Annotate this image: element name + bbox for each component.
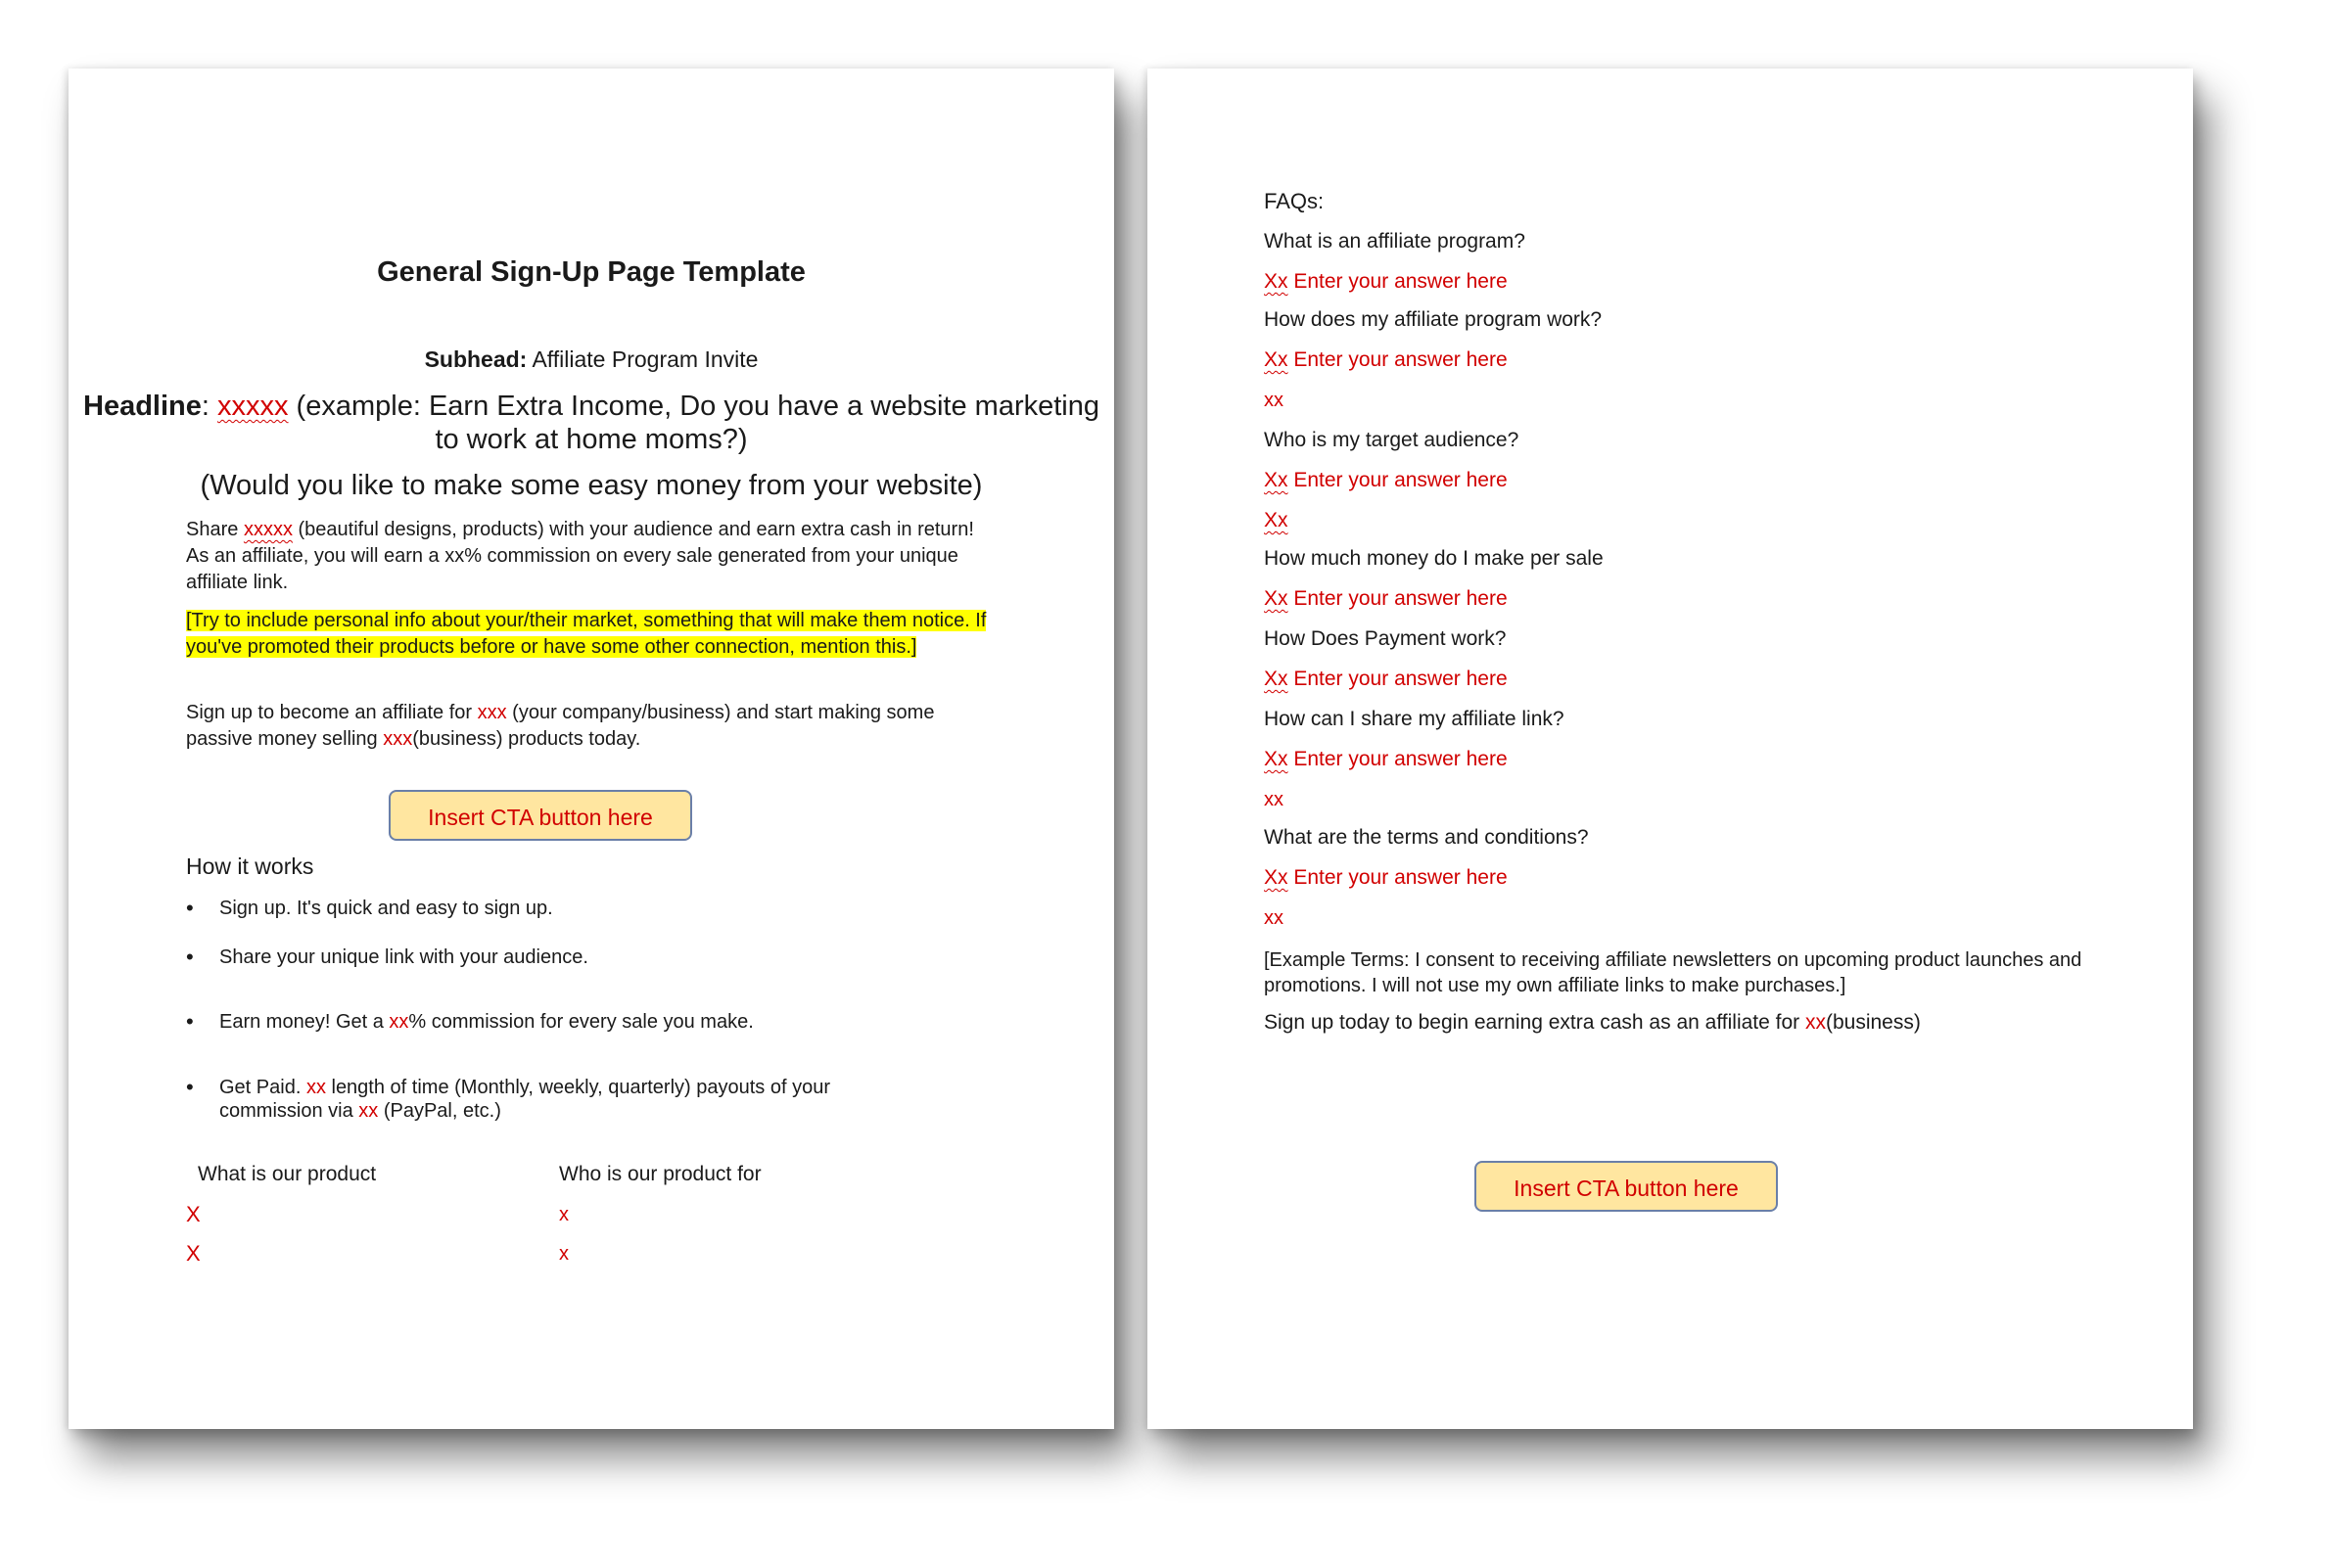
faq-question: How Does Payment work? bbox=[1264, 627, 1507, 650]
answer-placeholder: Xx bbox=[1264, 587, 1288, 610]
answer-text: Enter your answer here bbox=[1287, 469, 1508, 491]
extra-placeholder: Xx bbox=[1264, 509, 1288, 531]
headline-alt: (Would you like to make some easy money from your website) bbox=[200, 470, 983, 501]
signup-placeholder-1: xxx bbox=[477, 702, 507, 723]
answer-text: Enter your answer here bbox=[1287, 587, 1508, 610]
audience-placeholder: x bbox=[559, 1204, 569, 1225]
faq-question: How does my affiliate program work? bbox=[1264, 308, 1603, 331]
bullet-paid-placeholder-1: xx bbox=[305, 1077, 326, 1098]
faq-question: How can I share my affiliate link? bbox=[1264, 708, 1564, 730]
audience-placeholder: x bbox=[559, 1243, 569, 1265]
bullet-get-paid bbox=[219, 1076, 905, 1123]
bullet-sign-up: • Sign up. It's quick and easy to sign up. bbox=[219, 897, 924, 920]
cta-button[interactable]: Insert CTA button here bbox=[389, 790, 692, 841]
bullet-paid-text-a: Get Paid. bbox=[219, 1077, 306, 1098]
faq-answer bbox=[1264, 866, 1508, 890]
faq-question: Who is my target audience? bbox=[1264, 429, 1519, 451]
answer-text: Enter your answer here bbox=[1287, 270, 1508, 293]
page-one bbox=[69, 69, 1114, 1429]
subhead-label: Subhead: bbox=[424, 346, 528, 372]
bullet-earn-text-a: Earn money! Get a bbox=[219, 1011, 390, 1033]
faq-answer bbox=[1264, 348, 1508, 372]
signup-closing bbox=[1264, 1011, 1921, 1035]
subhead-line bbox=[69, 346, 1114, 373]
headline-label: Headline bbox=[83, 391, 202, 422]
faq-question: What is an affiliate program? bbox=[1264, 230, 1525, 253]
bullet-earn-text-b: % commission for every sale you make. bbox=[408, 1011, 754, 1033]
faq-answer bbox=[1264, 748, 1508, 771]
extra-placeholder: xx bbox=[1264, 789, 1283, 810]
how-it-works-heading: How it works bbox=[186, 853, 314, 879]
column-heading-audience: Who is our product for bbox=[559, 1163, 762, 1185]
extra-placeholder: xx bbox=[1264, 907, 1283, 929]
extra-placeholder: xx bbox=[1264, 390, 1283, 411]
signup-closing-text-b: (business) bbox=[1825, 1011, 1921, 1034]
answer-placeholder: Xx bbox=[1264, 668, 1288, 690]
answer-text: Enter your answer here bbox=[1287, 668, 1508, 690]
signup-text-a: Sign up to become an affiliate for bbox=[186, 702, 478, 723]
headline-placeholder: xxxxx bbox=[217, 391, 289, 422]
answer-placeholder: Xx bbox=[1264, 469, 1288, 491]
answer-placeholder: Xx bbox=[1264, 748, 1288, 770]
product-placeholder: X bbox=[186, 1202, 201, 1226]
headline-sep: : bbox=[201, 391, 217, 422]
signup-text-b: (your company/business) and start making some passive money selling bbox=[186, 702, 935, 750]
faq-answer bbox=[1264, 270, 1508, 294]
bullet-paid-text-b: length of time (Monthly, weekly, quarterly) payouts of your commission via bbox=[219, 1077, 830, 1122]
intro-text-a: Share bbox=[186, 519, 244, 540]
faq-answer bbox=[1264, 587, 1508, 611]
subhead-value: Affiliate Program Invite bbox=[527, 346, 759, 372]
bullet-paid-placeholder-2: xx bbox=[358, 1100, 379, 1122]
intro-placeholder: xxxxx bbox=[243, 519, 293, 540]
product-placeholder: X bbox=[186, 1241, 201, 1266]
faq-question: What are the terms and conditions? bbox=[1264, 826, 1589, 849]
column-heading-product: What is our product bbox=[198, 1163, 377, 1185]
cta-button[interactable]: Insert CTA button here bbox=[1474, 1161, 1778, 1212]
signup-placeholder-2: xxx bbox=[383, 728, 413, 750]
highlighted-note-text: [Try to include personal info about your/their market, something that will make them notice. If you've promoted their products before or have some other connection, mention this.] bbox=[186, 610, 987, 658]
answer-text: Enter your answer here bbox=[1287, 348, 1508, 371]
bullet-earn bbox=[219, 1010, 924, 1034]
example-terms: [Example Terms: I consent to receiving affiliate newsletters on upcoming product launches and promotions. I will not use my own affiliate links to make purchases.] bbox=[1264, 949, 2082, 996]
page-two bbox=[1147, 69, 2193, 1429]
intro-text-b: (beautiful designs, products) with your audience and earn extra cash in return! As an affiliate, you will earn a xx% commission on every sale generated from your unique affiliate link. bbox=[186, 519, 974, 593]
signup-paragraph bbox=[186, 700, 999, 753]
faq-answer bbox=[1264, 469, 1508, 492]
headline-line bbox=[69, 390, 1114, 456]
signup-text-c: (business) products today. bbox=[412, 728, 641, 750]
answer-text: Enter your answer here bbox=[1287, 748, 1508, 770]
answer-text: Enter your answer here bbox=[1287, 866, 1508, 889]
highlighted-note bbox=[186, 608, 999, 661]
bullet-share: • Share your unique link with your audience. bbox=[219, 945, 924, 969]
signup-closing-placeholder: xx bbox=[1804, 1011, 1826, 1034]
headline-text: (example: Earn Extra Income, Do you have a website marketing to work at home moms?) bbox=[288, 391, 1099, 455]
faq-question: How much money do I make per sale bbox=[1264, 547, 1604, 570]
signup-closing-text-a: Sign up today to begin earning extra cash as an affiliate for bbox=[1264, 1011, 1805, 1034]
answer-placeholder: Xx bbox=[1264, 270, 1288, 293]
faqs-heading: FAQs: bbox=[1264, 189, 1325, 213]
page-title: General Sign-Up Page Template bbox=[377, 256, 806, 288]
answer-placeholder: Xx bbox=[1264, 348, 1288, 371]
answer-placeholder: Xx bbox=[1264, 866, 1288, 889]
intro-paragraph bbox=[186, 517, 999, 596]
faq-answer bbox=[1264, 668, 1508, 691]
bullet-paid-text-c: (PayPal, etc.) bbox=[378, 1100, 501, 1122]
bullet-earn-placeholder: xx bbox=[389, 1011, 409, 1033]
